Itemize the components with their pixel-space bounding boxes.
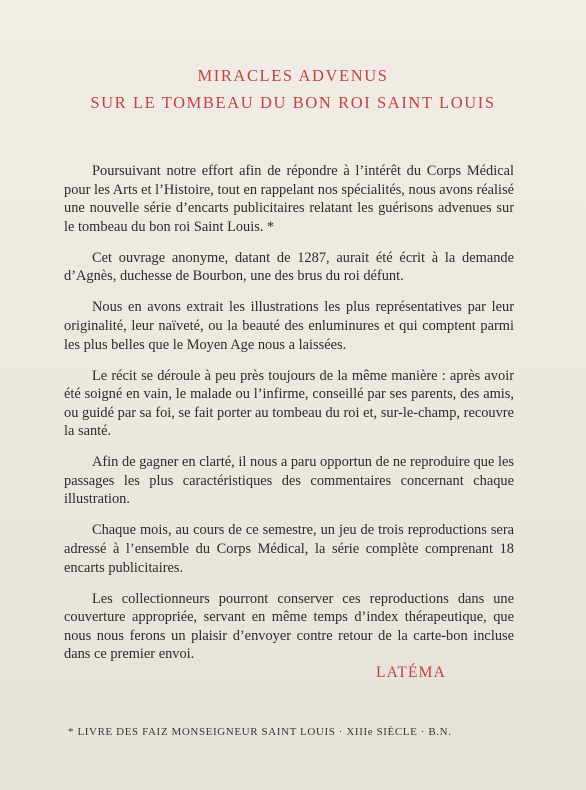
paragraph: Cet ouvrage anonyme, datant de 1287, aurait été écrit à la demande d’Agnès, duchesse de Bourbon, une des brus du roi défunt. (64, 249, 514, 285)
document-title-line-2: SUR LE TOMBEAU DU BON ROI SAINT LOUIS (90, 93, 496, 112)
paragraph: Chaque mois, au cours de ce semestre, un jeu de trois reproductions sera adressé à l’ensemble du Corps Médical, la série complète comprenant 18 encarts publicitaires. (64, 522, 514, 576)
paragraph: Le récit se déroule à peu près toujours de la même manière : après avoir été soigné en vain, le malade ou l’infirme, conseillé par ses parents, des amis, ou guidé par sa foi, se fait porter au tombeau du roi et, sur-le-champ, recouvre la santé. (64, 367, 514, 440)
paragraph: Les collectionneurs pourront conserver ces reproductions dans une couverture appropriée, servant en même temps d’index thérapeutique, que nous nous ferons un plaisir d’envoyer contre retour de la carte-bon incluse dans ce premier envoi. (64, 590, 514, 663)
signature: LATÉMA (376, 664, 447, 681)
document-title-line-1: MIRACLES ADVENUS (197, 66, 389, 85)
paragraph: Nous en avons extrait les illustrations les plus représentatives par leur originalité, leur naïveté, ou la beauté des enluminures et qui comptent parmi les plus belles que le Moyen Age nous a laissées. (64, 299, 514, 353)
footnote: * LIVRE DES FAIZ MONSEIGNEUR SAINT LOUIS · XIIIe SIÈCLE · B.N. (68, 726, 452, 738)
document-body (64, 162, 514, 676)
paragraph: Poursuivant notre effort afin de répondre à l’intérêt du Corps Médical pour les Arts et l’Histoire, tout en rappelant nos spécialités, nous avons réalisé une nouvelle série d’encarts publicitaires relatant les guérisons advenues sur le tombeau du bon roi Saint Louis. * (64, 163, 515, 235)
paragraph: Afin de gagner en clarté, il nous a paru opportun de ne reproduire que les passages les plus caractéristiques des commentaires concernant chaque illustration. (64, 454, 514, 508)
